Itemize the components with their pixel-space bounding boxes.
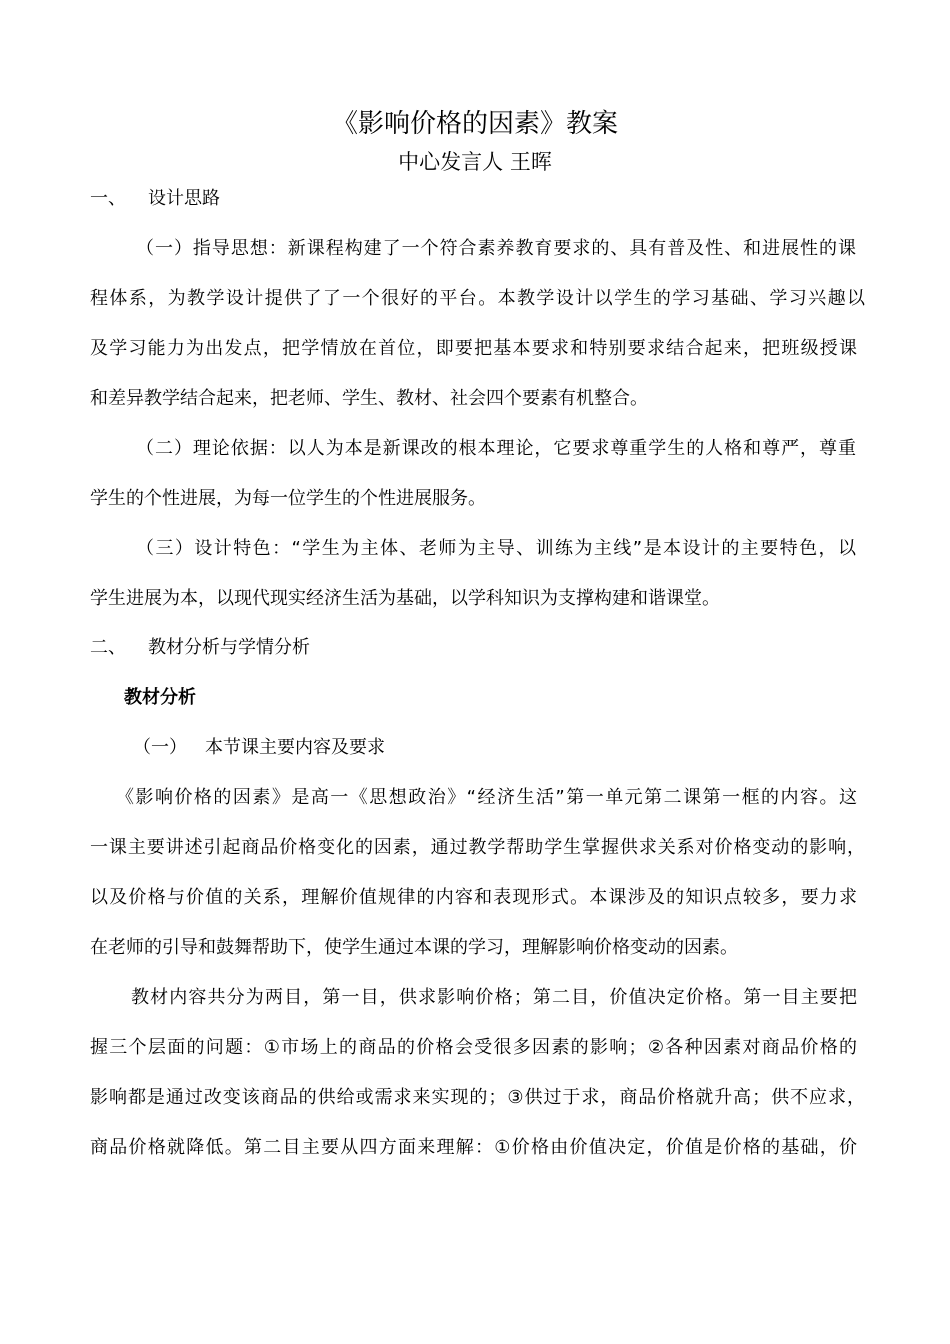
paragraph-line: 商品价格就降低。第二目主要从四方面来理解：①价格由价值决定，价值是价格的基础，价 [90, 1137, 857, 1158]
section-title: 设计思路 [148, 188, 220, 209]
section-heading-analysis [90, 633, 865, 663]
paragraph-line: 《影响价格的因素》是高一《思想政治》“经济生活”第一单元第二课第一框的内容。这 [116, 787, 857, 808]
paragraph-line: （一）指导思想：新课程构建了一个符合素养教育要求的、具有普及性、和进展性的课 [136, 238, 856, 259]
speaker-line: 中心发言人 王晖 [398, 150, 552, 174]
paragraph-line: （二）理论依据：以人为本是新课改的根本理论，它要求尊重学生的人格和尊严，尊重 [136, 438, 856, 459]
paragraph-line: 在老师的引导和鼓舞帮助下，使学生通过本课的学习，理解影响价格变动的因素。 [90, 937, 738, 958]
section-heading-design [90, 184, 865, 214]
section-number: 一、 [90, 188, 126, 209]
paragraph-line: 和差异教学结合起来，把老师、学生、教材、社会四个要素有机整合。 [90, 388, 648, 409]
document-title: 《影响价格的因素》教案 [331, 109, 618, 139]
paragraph-line: 以及价格与价值的关系，理解价值规律的内容和表现形式。本课涉及的知识点较多，要力求 [90, 887, 857, 908]
section-number: 二、 [90, 637, 126, 658]
paragraph-line: 学生进展为本，以现代现实经济生活为基础，以学科知识为支撑构建和谐课堂。 [90, 588, 720, 609]
subsection-number: （一） [133, 737, 187, 758]
paragraph-line: 影响都是通过改变该商品的供给或需求来实现的；③供过于求，商品价格就升高；供不应求， [90, 1087, 865, 1108]
paragraph-line: 及学习能力为出发点，把学情放在首位，即要把基本要求和特别要求结合起来，把班级授课 [90, 338, 857, 359]
subsection-heading [133, 733, 908, 763]
section-title: 教材分析与学情分析 [148, 637, 310, 658]
paragraph-line: 教材内容共分为两目，第一目，供求影响价格；第二目，价值决定价格。第一目主要把 [131, 987, 857, 1008]
paragraph-line: 学生的个性进展，为每一位学生的个性进展服务。 [90, 488, 486, 509]
paragraph-line: 握三个层面的问题：①市场上的商品的价格会受很多因素的影响；②各种因素对商品价格的 [90, 1037, 857, 1058]
subheading: 教材分析 [124, 687, 196, 708]
paragraph-line: （三）设计特色：“学生为主体、老师为主导、训练为主线”是本设计的主要特色，以 [136, 538, 856, 559]
paragraph-line: 程体系，为教学设计提供了了一个很好的平台。本教学设计以学生的学习基础、学习兴趣以 [90, 288, 865, 309]
paragraph-line: 一课主要讲述引起商品价格变化的因素，通过教学帮助学生掌握供求关系对价格变动的影响， [90, 837, 865, 858]
subsection-title: 本节课主要内容及要求 [205, 737, 385, 758]
